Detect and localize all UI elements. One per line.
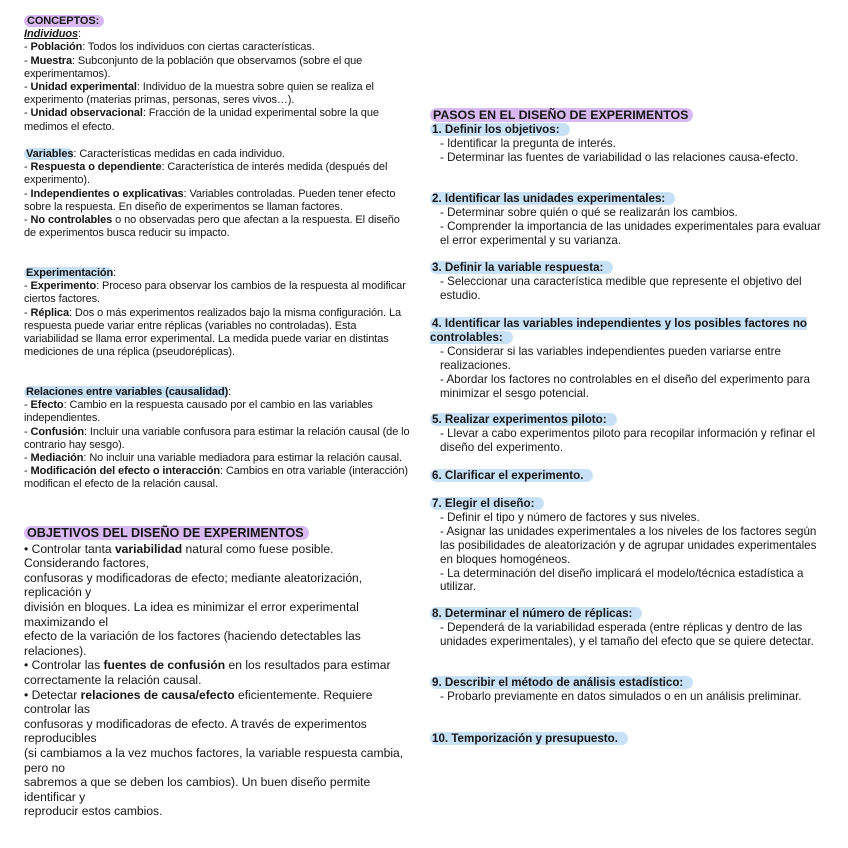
variable-item: - Respuesta o dependiente: Característica de interés medida (después del experimento).	[24, 161, 388, 187]
objetivo-bullet: • Detectar relaciones de causa/efecto eficientemente. Requiere controlar las	[24, 687, 373, 717]
objetivo-bullet: • Controlar tanta variabilidad natural como fuese posible. Considerando factores,	[24, 541, 334, 571]
step-5: 5. Realizar experimentos piloto: - Llevar a cabo experimentos piloto para recopilar información y refinar el diseño del experimento.	[432, 413, 816, 454]
experimentacion-item: - Experimento: Proceso para observar los cambios de la respuesta al modificar ciertos factores.	[24, 280, 406, 306]
objetivos-section: OBJETIVOS DEL DISEÑO DE EXPERIMENTOS • Controlar tanta variabilidad natural como fuese posible. Considerando factores, confusoras y modificadoras de efecto; mediante aleatorización, replicación y división en bloques. La idea es minimizar el error experimental maximizando el efecto de la variación de los factores (haciendo detectables las relaciones). • Controlar las fuentes de confusión en los resultados para estimar correctamente la relación causal. • Detectar relaciones de causa/efecto eficientemente. Requiere controlar las confusoras y modificadoras de efecto. A través de experimentos reproducibles (si cambiamos a la vez muchos factores, la variable respuesta cambia, pero no sabremos a que se deben los cambios). Un buen diseño permite identificar y reproducir estos cambios.	[24, 526, 412, 819]
step-title: 4. Identificar las variables independientes y los posibles factores no controlables:	[430, 317, 807, 344]
concept-item: - Unidad experimental: Individuo de la muestra sobre quien se realiza el experimento (materias primas, personas, seres vivos…).	[24, 81, 374, 107]
step-2: 2. Identificar las unidades experimentales: - Determinar sobre quién o qué se realizarán los cambios. - Comprender la importancia de las unidades experimentales para evaluar el error experimental y su varianza.	[432, 192, 821, 247]
step-4: 4. Identificar las variables independientes y los posibles factores no controlables: - Considerar si las variables independientes pueden variarse entre realizaciones. - Abordar los factores no controlables en el diseño del experimento para minimizar el sesgo potencial.	[430, 317, 810, 400]
step-title: 6. Clarificar el experimento.	[430, 469, 593, 482]
relaciones-heading: Relaciones entre variables (causalidad)	[26, 386, 229, 398]
step-8: 8. Determinar el número de réplicas: - Dependerá de la variabilidad esperada (entre réplicas y dentro de las unidades experimentales), y el tamaño del efecto que se quiere detectar.	[432, 607, 814, 648]
step-title: 1. Definir los objetivos:	[430, 123, 570, 136]
step-title: 5. Realizar experimentos piloto:	[430, 413, 617, 426]
step-3: 3. Definir la variable respuesta: - Seleccionar una característica medible que represente el objetivo del estudio.	[432, 261, 802, 302]
step-7: 7. Elegir el diseño: - Definir el tipo y número de factores y sus niveles. - Asignar las unidades experimentales a los niveles de los factores según las posibilidades de aleatorización y de agrupar unidades experimentales en bloques homogéneos. - La determinación del diseño implicará el modelo/técnica estadística a utilizar.	[432, 497, 817, 594]
relacion-item: - Efecto: Cambio en la respuesta causado por el cambio en las variables independientes.	[24, 399, 373, 425]
variables-heading: Variables	[26, 148, 74, 160]
relacion-item: - Confusión: Incluir una variable confusora para estimar la relación causal (de lo contrario hay sesgo).	[24, 425, 410, 451]
experimentacion-item: - Réplica: Dos o más experimentos realizados bajo la misma configuración. La respuesta puede variar entre réplicas (variables no controladas). Esta variabilidad se llama error experimental. La medida puede variar en distintas mediciones de una réplica (pseudoréplicas).	[24, 306, 401, 359]
step-title: 8. Determinar el número de réplicas:	[430, 607, 642, 620]
variables-section: Variables: Características medidas en cada individuo. - Respuesta o dependiente: Característica de interés medida (después del experimento). - Independientes o explicativas: Variables controladas. Pueden tener efecto sobre la respuesta. En diseño de experimentos se llaman factores. - No controlables o no observadas pero que afectan a la respuesta. El diseño de experimentos busca reducir su impacto.	[24, 148, 412, 240]
conceptos-section: CONCEPTOS: Individuos: - Población: Todos los individuos con ciertas características. - Muestra: Subconjunto de la población que observamos (sobre el que experimentamos). - Unidad experimental: Individuo de la muestra sobre quien se realiza el experimento (materias primas, personas, seres vivos…). - Unidad observacional: Fracción de la unidad experimental sobre la que medimos el efecto.	[24, 15, 412, 134]
pasos-heading: PASOS EN EL DISEÑO DE EXPERIMENTOS	[430, 108, 693, 122]
conceptos-heading: CONCEPTOS:	[24, 15, 104, 27]
pasos-heading-block	[430, 108, 822, 122]
step-title: 7. Elegir el diseño:	[430, 497, 544, 510]
objetivo-bullet: • Controlar las fuentes de confusión en los resultados para estimar	[24, 658, 391, 673]
concept-item: - Población: Todos los individuos con ciertas características.	[24, 41, 315, 54]
relaciones-section: Relaciones entre variables (causalidad): - Efecto: Cambio en la respuesta causado por el cambio en las variables independientes. - Confusión: Incluir una variable confusora para estimar la relación causal (de lo contrario hay sesgo). - Mediación: No incluir una variable mediadora para estimar la relación causal. - Modificación del efecto o interacción: Cambios en otra variable (interacción) modifican el efecto de la relación causal.	[24, 386, 412, 492]
step-title: 9. Describir el método de análisis estadístico:	[430, 676, 693, 689]
step-1: 1. Definir los objetivos: - Identificar la pregunta de interés. - Determinar las fuentes de variabilidad o las relaciones causa-efecto.	[432, 123, 799, 164]
step-title: 3. Definir la variable respuesta:	[430, 261, 613, 274]
relacion-item: - Mediación: No incluir una variable mediadora para estimar la relación causal.	[24, 452, 402, 465]
step-9: 9. Describir el método de análisis estadístico: - Probarlo previamente en datos simulados o en un análisis preliminar.	[432, 676, 802, 703]
step-title: 10. Temporización y presupuesto.	[430, 732, 628, 745]
variable-item: - Independientes o explicativas: Variables controladas. Pueden tener efecto sobre la respuesta. En diseño de experimentos se llaman factores.	[24, 187, 396, 213]
experimentacion-section: Experimentación: - Experimento: Proceso para observar los cambios de la respuesta al modificar ciertos factores. - Réplica: Dos o más experimentos realizados bajo la misma configuración. La respuesta puede variar entre réplicas (variables no controladas). Esta variabilidad se llama error experimental. La medida puede variar en distintas mediciones de una réplica (pseudoréplicas).	[24, 267, 412, 359]
concept-item: - Muestra: Subconjunto de la población que observamos (sobre el que experimentamos).	[24, 54, 363, 80]
experimentacion-heading: Experimentación	[26, 267, 114, 279]
step-10	[430, 732, 822, 746]
variable-item: - No controlables o no observadas pero que afectan a la respuesta. El diseño de experimentos busca reducir su impacto.	[24, 214, 400, 240]
step-6	[430, 469, 822, 483]
relacion-item: - Modificación del efecto o interacción: Cambios en otra variable (interacción) modifican el efecto de la relación causal.	[24, 465, 408, 491]
individuos-label: Individuos	[24, 28, 79, 41]
concept-item: - Unidad observacional: Fracción de la unidad experimental sobre la que medimos el efecto.	[24, 107, 379, 133]
objetivos-heading: OBJETIVOS DEL DISEÑO DE EXPERIMENTOS	[24, 526, 309, 540]
step-title: 2. Identificar las unidades experimentales:	[430, 192, 675, 205]
